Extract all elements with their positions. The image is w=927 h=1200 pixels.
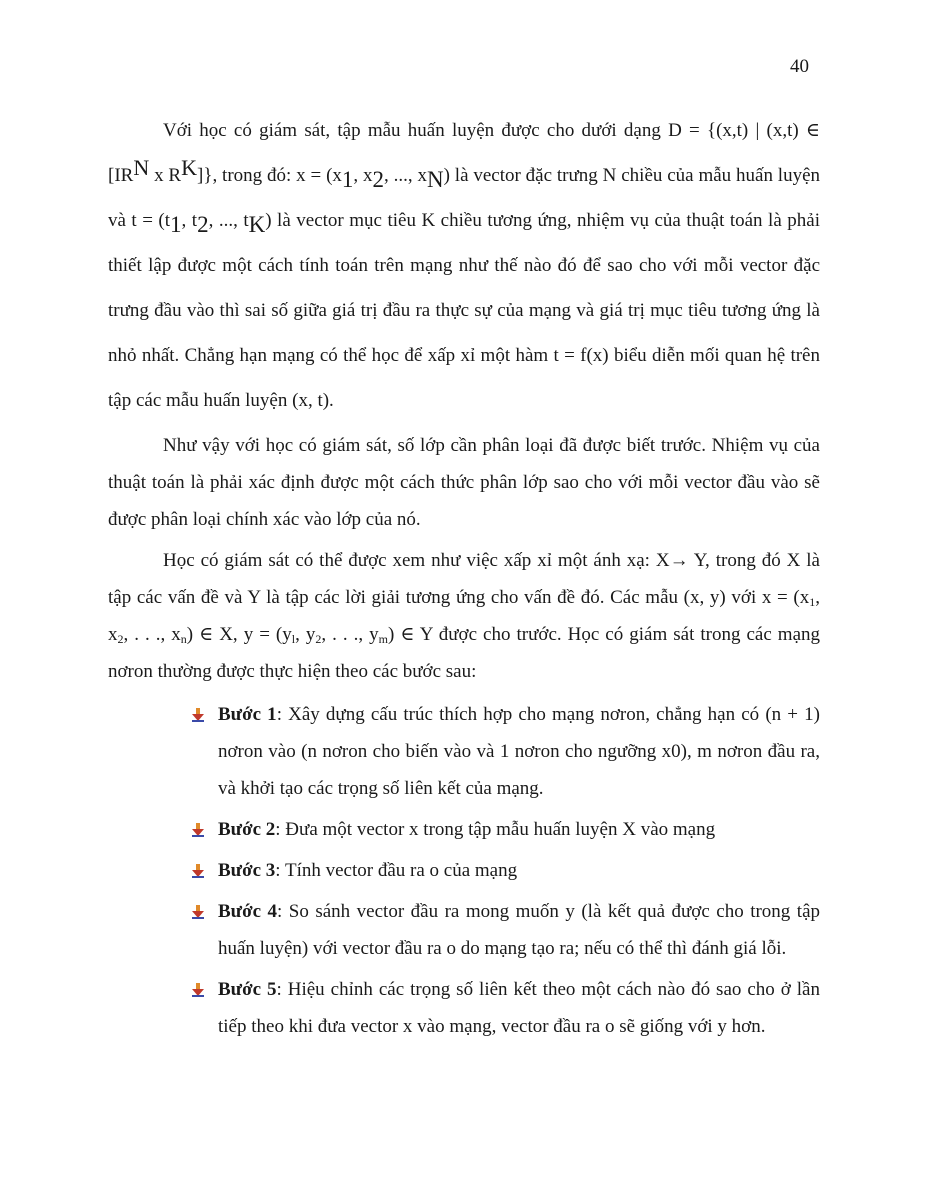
step-title: Bước 1 <box>218 704 277 725</box>
down-arrow-bullet-icon <box>192 983 204 997</box>
page-content <box>108 108 820 1049</box>
list-item-step-4 <box>108 893 820 967</box>
paragraph-mapping: Học có giám sát có thể được xem như việc xấp xỉ một ánh xạ: X→ Y, trong đó X là tập các vấn đề và Y là tập các lời giải tương ứng cho vấn đề đó. Các mẫu (x, y) với x = (x1, x2, . . ., xn) ∈ X, y = (yl, y2, . . ., ym) ∈ Y được cho trước. Học có giám sát trong các mạng nơron thường được thực hiện theo các bước sau: <box>108 550 821 682</box>
step-title: Bước 5 <box>218 979 277 1000</box>
down-arrow-bullet-icon <box>192 708 204 722</box>
step-text: : Hiệu chỉnh các trọng số liên kết theo một cách nào đó sao cho ở lần tiếp theo khi đưa vector x vào mạng, vector đầu ra o sẽ giống với y hơn. <box>218 979 820 1037</box>
list-item-step-3 <box>108 852 820 889</box>
down-arrow-bullet-icon <box>192 823 204 837</box>
step-text: : Xây dựng cấu trúc thích hợp cho mạng nơron, chẳng hạn có (n + 1) nơron vào (n nơron cho biến vào và 1 nơron cho ngưỡng x0), m nơron đầu ra, và khởi tạo các trọng số liên kết của mạng. <box>218 704 821 799</box>
down-arrow-bullet-icon <box>192 905 204 919</box>
step-title: Bước 4 <box>218 901 278 922</box>
paragraph-supervised-learning-definition: Với học có giám sát, tập mẫu huấn luyện được cho dưới dạng D = {(x,t) | (x,t) ∈ [IRN x RK]}, trong đó: x = (x1, x2, ..., xN) là vector đặc trưng N chiều của mẫu huấn luyện và t = (t1, t2, ..., tK) là vector mục tiêu K chiều tương ứng, nhiệm vụ của thuật toán là phải thiết lập được một cách tính toán trên mạng như thế nào đó để sao cho với mỗi vector đặc trưng đầu vào thì sai số giữa giá trị đầu ra thực sự của mạng và giá trị mục tiêu tương ứng là nhỏ nhất. Chẳng hạn mạng có thể học để xấp xỉ một hàm t = f(x) biểu diễn mối quan hệ trên tập các mẫu huấn luyện (x, t). <box>108 120 821 411</box>
step-text: : So sánh vector đầu ra mong muốn y (là kết quả được cho trong tập huấn luyện) với vector đầu ra o do mạng tạo ra; nếu có thể thì đánh giá lỗi. <box>218 901 821 959</box>
page-number: 40 <box>790 56 809 77</box>
step-text: : Tính vector đầu ra o của mạng <box>275 860 518 881</box>
step-text: : Đưa một vector x trong tập mẫu huấn luyện X vào mạng <box>275 819 716 840</box>
list-item-step-2 <box>108 811 820 848</box>
step-title: Bước 2 <box>218 819 276 840</box>
down-arrow-bullet-icon <box>192 864 204 878</box>
paragraph-known-classes: Như vậy với học có giám sát, số lớp cần phân loại đã được biết trước. Nhiệm vụ của thuật toán là phải xác định được một cách thức phân lớp sao cho với mỗi vector đầu vào sẽ được phân loại chính xác vào lớp của nó. <box>108 435 820 530</box>
steps-list <box>108 696 820 1045</box>
step-title: Bước 3 <box>218 860 276 881</box>
list-item-step-5 <box>108 971 820 1045</box>
list-item-step-1 <box>108 696 820 807</box>
